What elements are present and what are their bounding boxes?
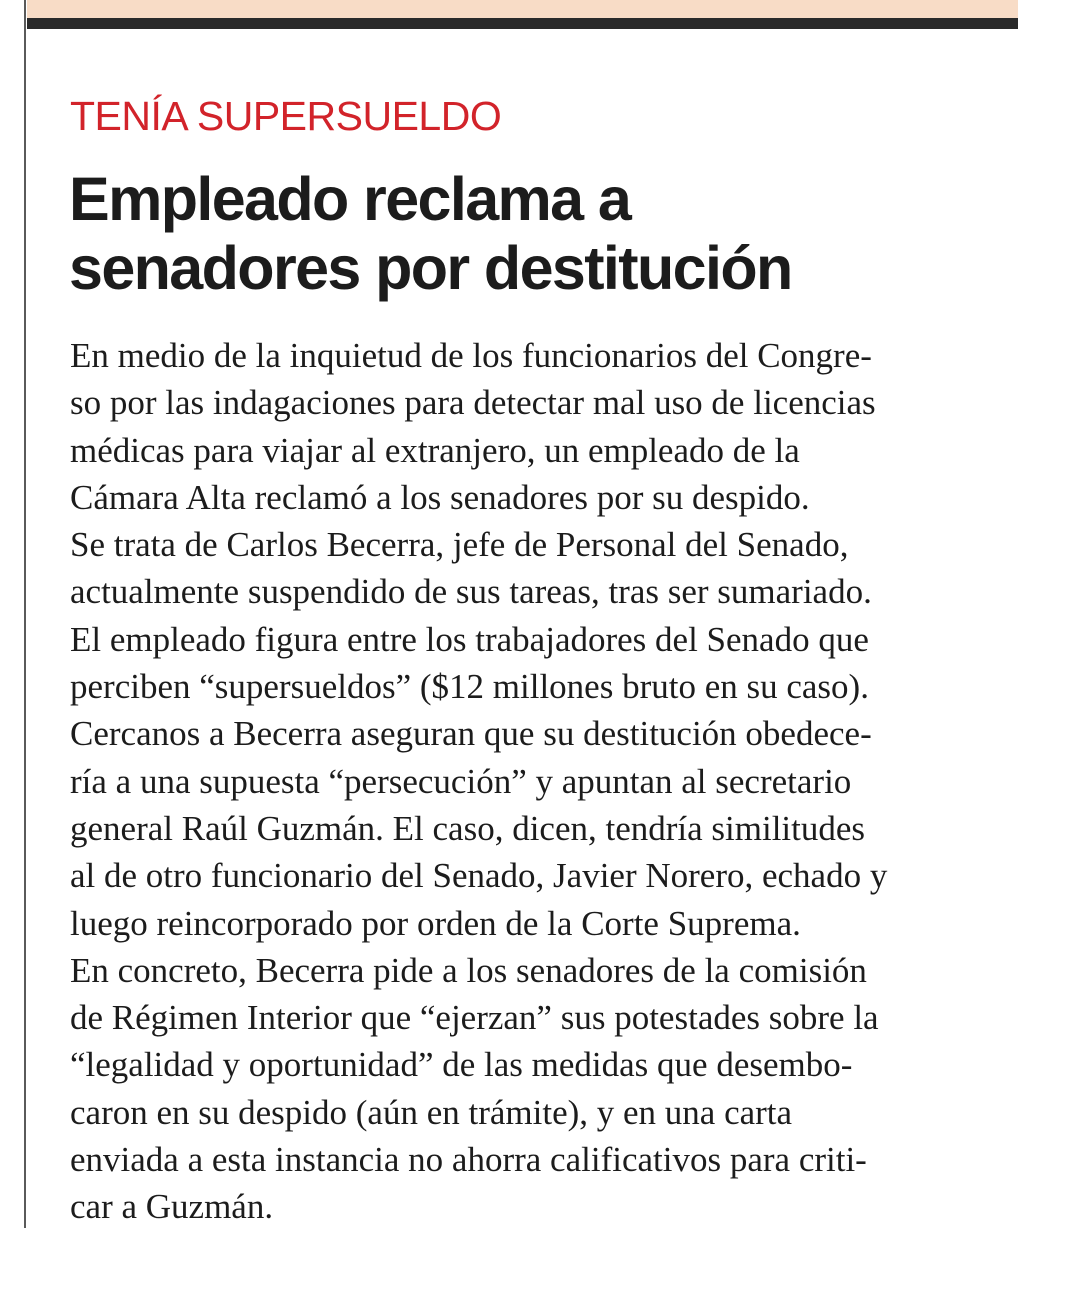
body-line: En medio de la inquietud de los funcionarios del Congre- bbox=[70, 336, 872, 375]
left-column-rule bbox=[24, 0, 26, 1228]
body-line: so por las indagaciones para detectar mal uso de licencias bbox=[70, 383, 876, 423]
body-line: El empleado figura entre los trabajadores del Senado que bbox=[70, 619, 869, 659]
article-kicker: TENÍA SUPERSUELDO bbox=[70, 93, 502, 139]
body-line: car a Guzmán. bbox=[70, 1187, 274, 1227]
headline-line: Empleado reclama a bbox=[69, 165, 631, 233]
body-line: caron en su despido (aún en trámite), y en una carta bbox=[70, 1092, 793, 1132]
body-line: enviada a esta instancia no ahorra calificativos para criti- bbox=[70, 1140, 867, 1180]
body-line: Se trata de Carlos Becerra, jefe de Personal del Senado, bbox=[70, 525, 849, 565]
top-divider-rule bbox=[27, 18, 1018, 29]
body-line: general Raúl Guzmán. El caso, dicen, tendría similitudes bbox=[70, 808, 866, 848]
body-line: médicas para viajar al extranjero, un empleado de la bbox=[70, 430, 800, 470]
article-body bbox=[70, 332, 1020, 1231]
article-headline bbox=[69, 165, 1029, 303]
headline-line: senadores por destitución bbox=[69, 234, 792, 302]
body-line: de Régimen Interior que “ejerzan” sus potestades sobre la bbox=[70, 998, 879, 1038]
body-line: Cámara Alta reclamó a los senadores por su despido. bbox=[70, 477, 810, 517]
body-line: Cercanos a Becerra aseguran que su destitución obedece- bbox=[70, 714, 872, 754]
body-line: “legalidad y oportunidad” de las medidas que desembo- bbox=[70, 1045, 853, 1085]
body-line: al de otro funcionario del Senado, Javier Norero, echado y bbox=[70, 856, 888, 896]
body-line: actualmente suspendido de sus tareas, tras ser sumariado. bbox=[70, 572, 872, 612]
body-line: ría a una supuesta “persecución” y apuntan al secretario bbox=[70, 761, 852, 801]
body-line: perciben “supersueldos” ($12 millones bruto en su caso). bbox=[70, 667, 869, 707]
body-line: En concreto, Becerra pide a los senadores de la comisión bbox=[70, 950, 867, 990]
body-line: luego reincorporado por orden de la Corte Suprema. bbox=[70, 903, 801, 943]
top-color-band bbox=[27, 0, 1018, 18]
